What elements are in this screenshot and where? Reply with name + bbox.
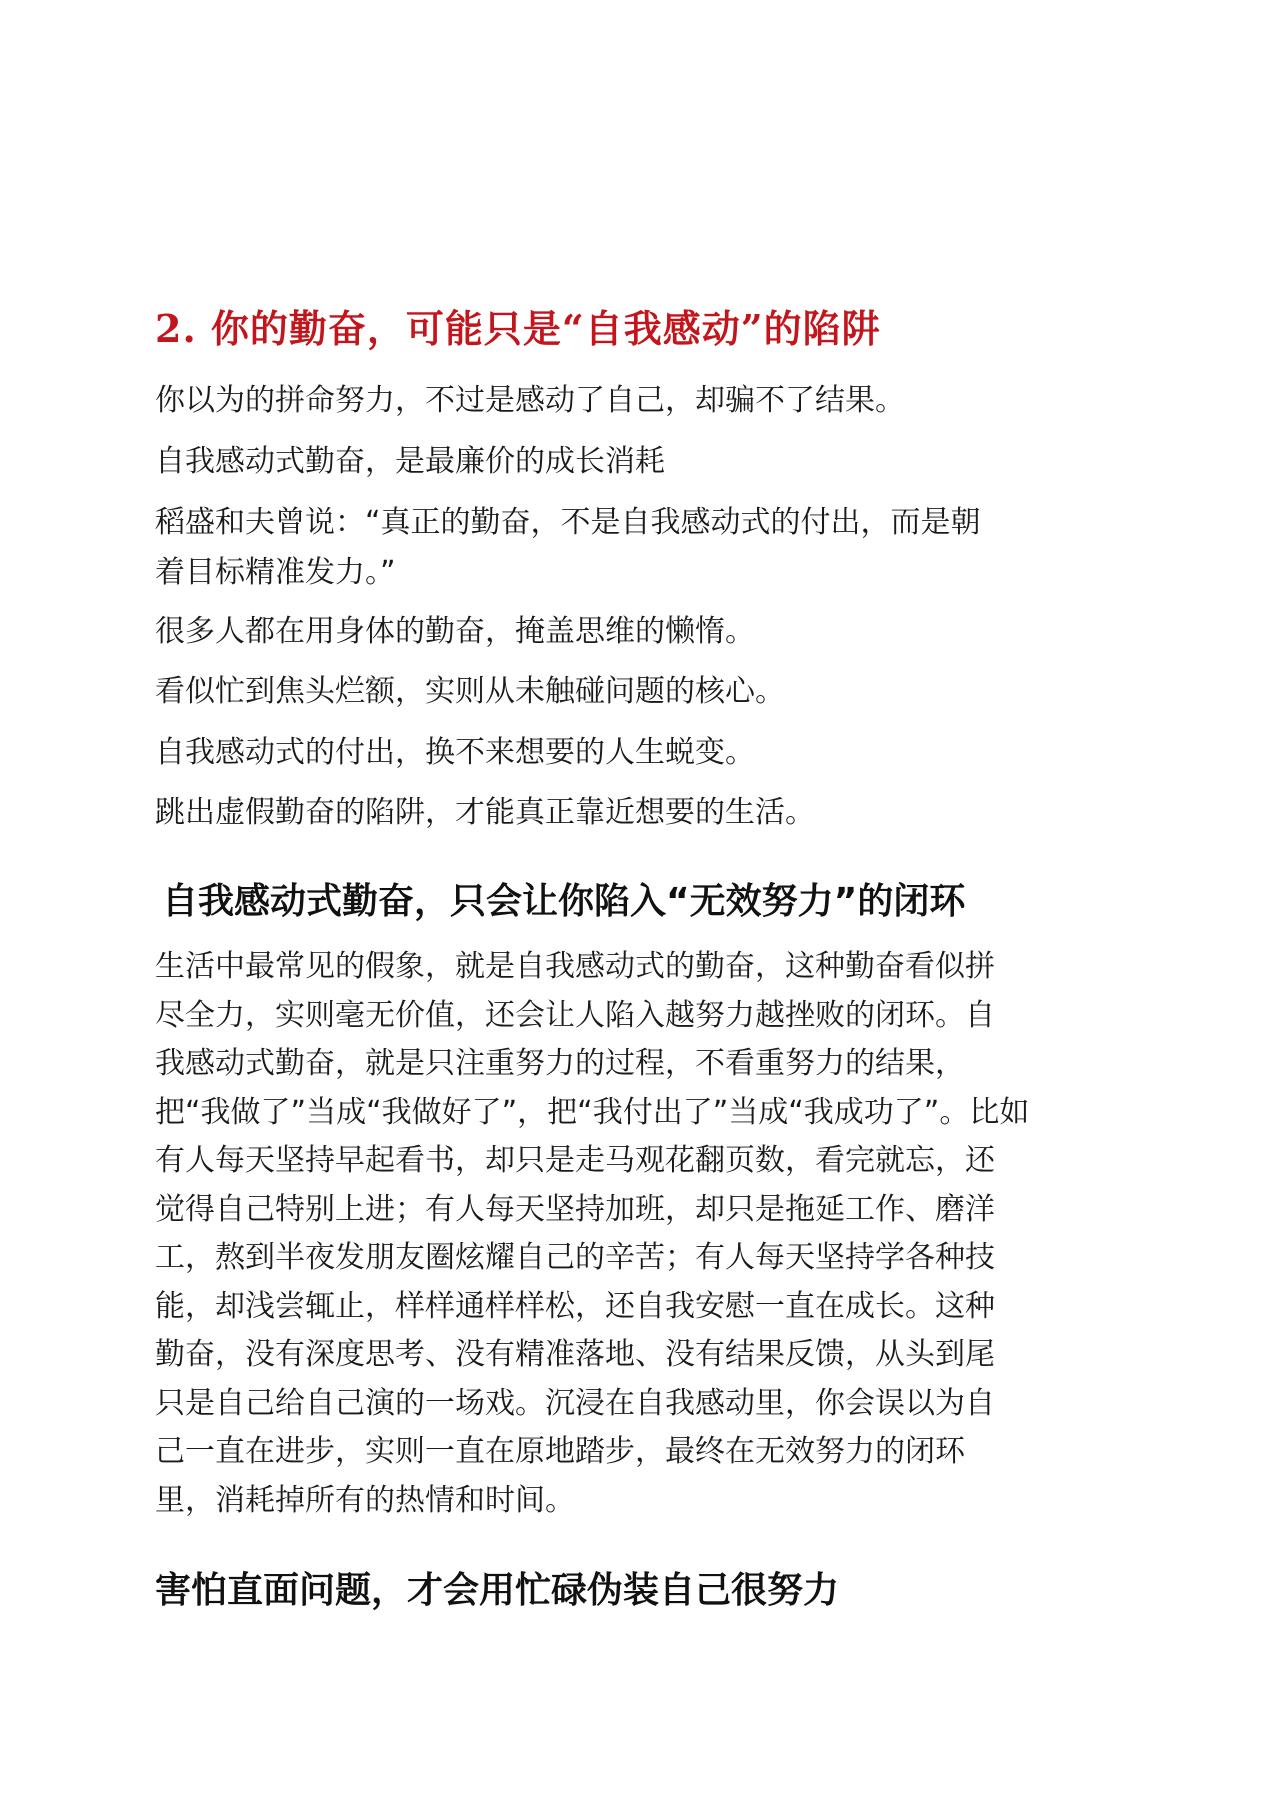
paragraph-line: 把“我做了”当成“我做好了”，把“我付出了”当成“我成功了”。比如 xyxy=(155,1094,1030,1130)
paragraph-line: 里，消耗掉所有的热情和时间。 xyxy=(155,1482,575,1518)
intro-line: 看似忙到焦头烂额，实则从未触碰问题的核心。 xyxy=(155,674,785,709)
intro-line: 自我感动式的付出，换不来想要的人生蜕变。 xyxy=(155,735,755,770)
subheading: 自我感动式勤奋，只会让你陷入“无效努力”的闭环 xyxy=(162,881,966,922)
body-paragraph xyxy=(155,943,1115,1525)
paragraph-line: 勤奋，没有深度思考、没有精准落地、没有结果反馈，从头到尾 xyxy=(155,1337,995,1372)
paragraph-line: 觉得自己特别上进；有人每天坚持加班，却只是拖延工作、磨洋 xyxy=(155,1191,995,1227)
intro-line: 跳出虚假勤奋的陷阱，才能真正靠近想要的生活。 xyxy=(155,795,815,830)
paragraph-line: 能，却浅尝辄止，样样通样样松，还自我安慰一直在成长。这种 xyxy=(155,1288,995,1324)
subheading: 害怕直面问题，才会用忙碌伪装自己很努力 xyxy=(155,1570,840,1611)
intro-line: 很多人都在用身体的勤奋，掩盖思维的懒惰。 xyxy=(155,614,755,649)
intro-line: 着目标精准发力。” xyxy=(155,555,396,590)
intro-line: 稻盛和夫曾说：“真正的勤奋，不是自我感动式的付出，而是朝 xyxy=(155,505,981,540)
paragraph-line: 生活中最常见的假象，就是自我感动式的勤奋，这种勤奋看似拼 xyxy=(155,949,995,984)
paragraph-line: 尽全力，实则毫无价值，还会让人陷入越努力越挫败的闭环。自 xyxy=(155,997,995,1033)
intro-line: 你以为的拼命努力，不过是感动了自己，却骗不了结果。 xyxy=(155,383,905,418)
paragraph-line: 有人每天坚持早起看书，却只是走马观花翻页数，看完就忘，还 xyxy=(155,1143,995,1178)
paragraph-line: 我感动式勤奋，就是只注重努力的过程，不看重努力的结果， xyxy=(155,1046,965,1081)
paragraph-line: 工，熬到半夜发朋友圈炫耀自己的辛苦；有人每天坚持学各种技 xyxy=(155,1240,995,1275)
paragraph-line: 己一直在进步，实则一直在原地踏步，最终在无效努力的闭环 xyxy=(155,1434,965,1469)
paragraph-line: 只是自己给自己演的一场戏。沉浸在自我感动里，你会误以为自 xyxy=(155,1385,995,1421)
intro-line: 自我感动式勤奋，是最廉价的成长消耗 xyxy=(155,444,665,479)
section-title: 2. 你的勤奋，可能只是“自我感动”的陷阱 xyxy=(155,306,881,351)
